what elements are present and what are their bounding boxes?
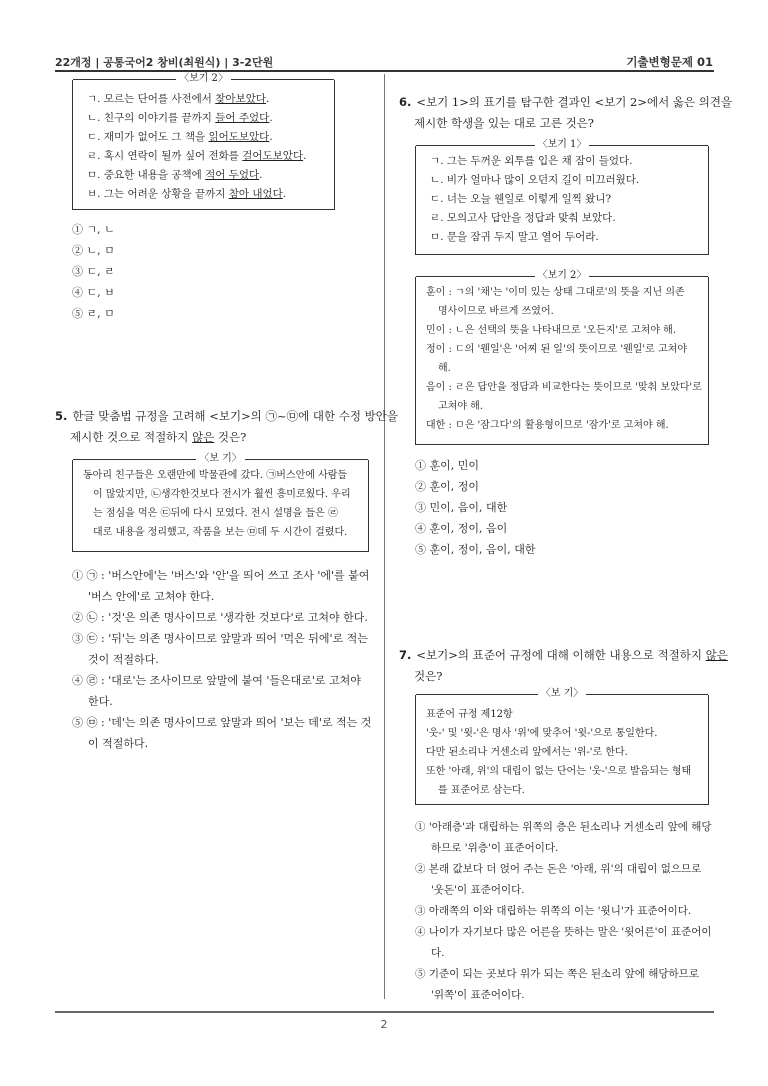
q6-box1-line: ㄱ. 그는 두꺼운 외투를 입은 채 잠이 들었다. (430, 155, 633, 167)
q7-option-3[interactable]: ③ 아래쪽의 이와 대립하는 위쪽의 이는 '윗니'가 표준어이다. (415, 905, 692, 917)
q6-box1-line: ㄴ. 비가 얼마나 많이 오던지 길이 미끄러웠다. (430, 174, 640, 186)
q6-box1-line: ㄹ. 모의고사 답안을 정답과 맞춰 보았다. (430, 212, 616, 224)
q6-option-4[interactable]: ④ 훈이, 정이, 음이 (415, 522, 508, 535)
header-right: 기출변형문제 01 (626, 55, 713, 69)
q6-options (415, 455, 535, 560)
q4-option-3[interactable]: ③ ㄷ, ㄹ (72, 265, 115, 278)
q6-box2-line: 명사이므로 바르게 쓰였어. (438, 306, 554, 317)
q7-option-5[interactable]: ⑤ 기준이 되는 곳보다 위가 되는 쪽은 된소리 앞에 해당하므로 '위쪽'이 표준어이다. (415, 968, 699, 1001)
q5-option-2[interactable]: ② ㉡ : '것'은 의존 명사이므로 '생각한 것보다'로 고쳐야 한다. (72, 611, 368, 624)
q6-option-1[interactable]: ① 훈이, 민이 (415, 459, 479, 472)
q6-box2-line: 대한 : ㅁ은 '잠그다'의 활용형이므로 '잠가'로 고쳐야 해. (426, 420, 669, 431)
q7-box-line: 를 표준어로 삼는다. (438, 785, 525, 796)
q6-box2-line: 해. (438, 363, 451, 374)
q6-example-box-1: 〈보기 1〉 ㄱ. 그는 두꺼운 외투를 입은 채 잠이 들었다. ㄴ. 비가 얼마나 많이 오던지 길이 미끄러웠다. ㄷ. 너는 오늘 웬일로 이렇게 일찍 왔니? ㄹ. 모의고사 답안을 정답과 맞춰 보았다. ㅁ. 문을 잠귀 두지 말고 열어 두어라. (415, 146, 709, 255)
q7-box-title: 보 기 (550, 688, 574, 699)
q6-box1-line: ㄷ. 너는 오늘 웬일로 이렇게 일찍 왔니? (430, 193, 612, 205)
q4-box-line: ㅂ. 그는 어려운 상황을 끝까지 참아 내었다. (87, 188, 287, 200)
q5-option-4[interactable]: ④ ㉣ : '대로'는 조사이므로 앞말에 붙여 '들은대로'로 고쳐야 한다. (72, 674, 361, 708)
q7-example-box: 〈보 기〉 표준어 규정 제12항 '웃-' 및 '윗-'은 명사 '위'에 맞추어 '윗-'으로 통일한다. 다만 된소리나 거센소리 앞에서는 '위-'로 한다. 또한 '아래, 위'의 대립이 없는 단어는 '웃-'으로 발음되는 형태 를 표준어로 삼는다. (415, 695, 709, 805)
q7-option-4[interactable]: ④ 나이가 자기보다 많은 어른을 뜻하는 말은 '윗어른'이 표준어이다. (415, 926, 712, 959)
q6-option-2[interactable]: ② 훈이, 정이 (415, 480, 479, 493)
q5-box-line: 이 많았지만, ㉡생각한것보다 전시가 훨씬 흥미로웠다. 우리 (93, 489, 351, 500)
q5-number: 5. (55, 409, 68, 423)
q4-option-1[interactable]: ① ㄱ, ㄴ (72, 223, 115, 236)
q5-option-1[interactable]: ① ㉠ : '버스안에'는 '버스'와 '안'을 띄어 쓰고 조사 '에'를 붙여 '버스 안에'로 고쳐야 한다. (72, 569, 370, 603)
q7-number: 7. (399, 648, 412, 662)
q6-box1-title: 보기 1 (547, 139, 577, 150)
q6-box2-title: 보기 2 (547, 270, 577, 281)
q4-example-box: 〈보기 2〉 ㄱ. 모르는 단어를 사전에서 찾아보았다. ㄴ. 친구의 이야기를 끝까지 들어 주었다. ㄷ. 재미가 없어도 그 책을 읽어도보았다. ㄹ. 혹시 연락이 될까 싶어 전화를 걸어도보았다. ㅁ. 중요한 내용을 공책에 적어 두었다. ㅂ. 그는 어려운 상황을 끝까지 참아 내었다. (72, 80, 335, 210)
q4-options (72, 219, 115, 324)
q6-box1-line: ㅁ. 문을 잠귀 두지 말고 열어 두어라. (430, 231, 599, 243)
column-divider (384, 74, 385, 999)
q5-stem: 5. 한글 맞춤법 규정을 고려해 <보기>의 ㉠~㉤에 대한 수정 방안을 제시한 것으로 적절하지 않은 것은? (55, 409, 398, 444)
q4-box-line: ㄹ. 혹시 연락이 될까 싶어 전화를 걸어도보았다. (87, 150, 307, 162)
q7-box-line: 또한 '아래, 위'의 대립이 없는 단어는 '웃-'으로 발음되는 형태 (426, 766, 692, 777)
q7-box-line: '웃-' 및 '윗-'은 명사 '위'에 맞추어 '윗-'으로 통일한다. (426, 728, 658, 739)
q6-example-box-2: 〈보기 2〉 훈이 : ㄱ의 '채'는 '이미 있는 상태 그대로'의 뜻을 지닌 의존 명사이므로 바르게 쓰였어. 민이 : ㄴ은 선택의 뜻을 나타내므로 '오든지'로 고쳐야 해. 정이 : ㄷ의 '웬일'은 '어찌 된 일'의 뜻이므로 '웬일'로 고쳐야 해. 음이 : ㄹ은 답안을 정답과 비교한다는 뜻이므로 '맞춰 보았다'로 고쳐야 해. 대한 : ㅁ은 '잠그다'의 활용형이므로 '잠가'로 고쳐야 해. (415, 277, 709, 445)
q5-option-3[interactable]: ③ ㉢ : '뒤'는 의존 명사이므로 앞말과 띄어 '먹은 뒤에'로 적는 것이 적절하다. (72, 632, 368, 666)
q5-box-line: 는 점심을 먹은 ㉢뒤에 다시 모였다. 전시 설명을 들은 ㉣ (93, 508, 338, 519)
q5-options (72, 565, 372, 754)
q4-box-title: 보기 2 (189, 73, 218, 84)
q4-box-line: ㄱ. 모르는 단어를 사전에서 찾아보았다. (87, 93, 270, 105)
q6-option-5[interactable]: ⑤ 훈이, 정이, 음이, 대한 (415, 543, 536, 556)
q4-option-2[interactable]: ② ㄴ, ㅁ (72, 244, 115, 257)
q4-box-line: ㅁ. 중요한 내용을 공책에 적어 두었다. (87, 169, 263, 181)
q4-option-4[interactable]: ④ ㄷ, ㅂ (72, 286, 115, 299)
q4-box-line: ㄷ. 재미가 없어도 그 책을 읽어도보았다. (87, 131, 273, 143)
header-left: 22개정 | 공통국어2 창비(최원식) | 3-2단원 (55, 56, 274, 69)
q6-stem: 6. <보기 1>의 표기를 탐구한 결과인 <보기 2>에서 옳은 의견을 제시한 학생을 있는 대로 고른 것은? (399, 95, 733, 130)
q5-box-line: 동아리 친구들은 오랜만에 박물관에 갔다. ㉠버스안에 사람들 (83, 470, 348, 481)
q4-box-line: ㄴ. 친구의 이야기를 끝까지 들어 주었다. (87, 112, 273, 124)
q5-box-title: 보 기 (209, 453, 232, 464)
q6-box2-line: 정이 : ㄷ의 '웬일'은 '어찌 된 일'의 뜻이므로 '웬일'로 고쳐야 (426, 344, 687, 355)
footer-rule (55, 1011, 714, 1013)
q6-option-3[interactable]: ③ 민이, 음이, 대한 (415, 501, 508, 514)
q7-stem: 7. <보기>의 표준어 규정에 대해 이해한 내용으로 적절하지 않은 것은? (399, 648, 728, 683)
q5-example-box: 〈보 기〉 동아리 친구들은 오랜만에 박물관에 갔다. ㉠버스안에 사람들 이 많았지만, ㉡생각한것보다 전시가 훨씬 흥미로웠다. 우리 는 점심을 먹은 ㉢뒤에 다시 모였다. 전시 설명을 들은 ㉣ 대로 내용을 정리했고, 작품을 보는 ㉤데 두 시간이 걸렸다. (72, 460, 369, 552)
q6-box2-line: 음이 : ㄹ은 답안을 정답과 비교한다는 뜻이므로 '맞춰 보았다'로 (426, 382, 702, 393)
q7-option-2[interactable]: ② 본래 값보다 더 얹어 주는 돈은 '아래, 위'의 대립이 없으므로 '웃돈'이 표준어이다. (415, 863, 702, 896)
q5-box-line: 대로 내용을 정리했고, 작품을 보는 ㉤데 두 시간이 걸렸다. (93, 527, 348, 538)
q7-options (415, 817, 715, 1006)
q5-option-5[interactable]: ⑤ ㉤ : '데'는 의존 명사이므로 앞말과 띄어 '보는 데'로 적는 것이 적절하다. (72, 716, 372, 750)
q6-box2-line: 훈이 : ㄱ의 '채'는 '이미 있는 상태 그대로'의 뜻을 지닌 의존 (426, 287, 685, 298)
q6-box2-line: 고쳐야 해. (438, 401, 483, 412)
q7-box-line: 다만 된소리나 거센소리 앞에서는 '위-'로 한다. (426, 747, 628, 758)
page-number: 2 (380, 1018, 388, 1031)
q4-option-5[interactable]: ⑤ ㄹ, ㅁ (72, 307, 115, 320)
q6-number: 6. (399, 95, 412, 109)
q6-box2-line: 민이 : ㄴ은 선택의 뜻을 나타내므로 '오든지'로 고쳐야 해. (426, 325, 676, 336)
q7-option-1[interactable]: ① '아래층'과 대립하는 위쪽의 층은 된소리나 거센소리 앞에 해당하므로 '위층'이 표준어이다. (415, 821, 712, 854)
q7-box-line: 표준어 규정 제12항 (426, 709, 513, 720)
